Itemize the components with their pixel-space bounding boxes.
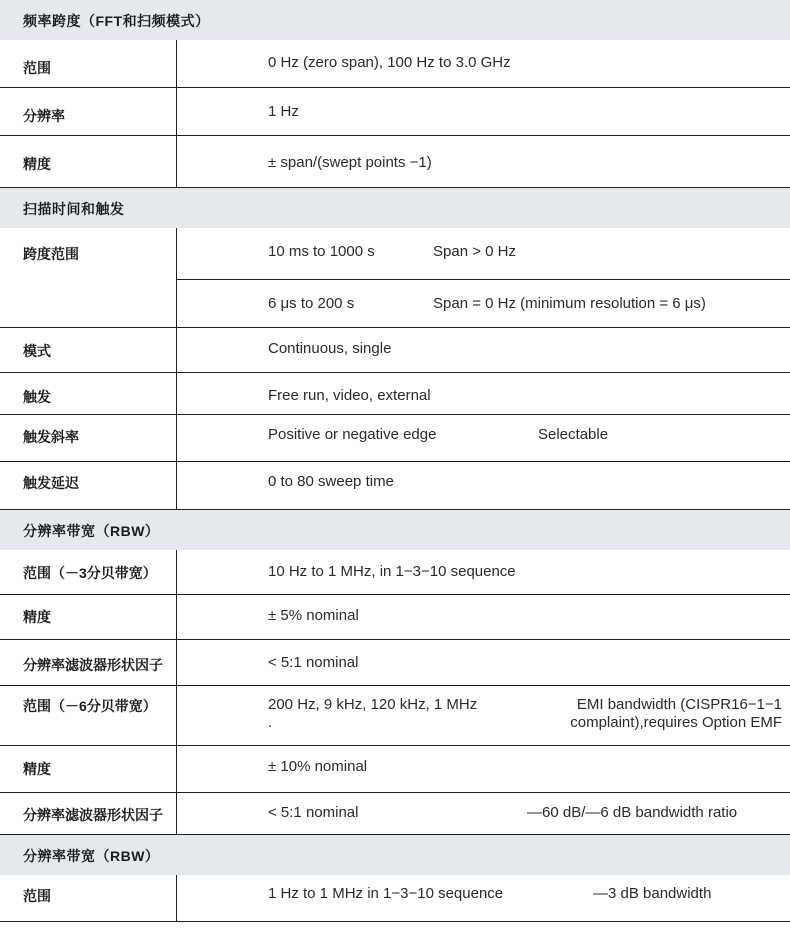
table-row [0, 328, 790, 373]
row-note [542, 696, 782, 732]
row-label-cell [0, 550, 177, 594]
row-label-cell [0, 88, 177, 135]
table-row [0, 595, 790, 640]
section-header-rbw-2 [0, 835, 790, 875]
row-value: 1 Hz to 1 MHz in 1−3−10 sequence [268, 885, 504, 902]
table-row [0, 462, 790, 510]
row-note-line: EMI bandwidth (CISPR16−1−1 [576, 696, 782, 713]
table-row [0, 228, 790, 328]
row-label: 精度 [23, 761, 51, 777]
row-label: 范围 [23, 60, 51, 76]
row-value: < 5:1 nominal [268, 654, 359, 671]
row-value: 10 Hz to 1 MHz, in 1−3−10 sequence [268, 563, 516, 580]
section-header-frequency-span [0, 0, 790, 40]
section-header-sweep-time [0, 188, 790, 228]
row-value: Continuous, single [268, 340, 392, 357]
row-label: 范围 [23, 888, 51, 904]
row-note-line: complaint),requires Option EMF [570, 714, 782, 731]
row-value: 0 Hz (zero span), 100 Hz to 3.0 GHz [268, 54, 511, 71]
row-label-cell [0, 228, 177, 327]
row-label-cell [0, 373, 177, 414]
row-divider [177, 279, 790, 280]
table-row [0, 875, 790, 922]
row-note: —60 dB/—6 dB bandwidth ratio [527, 804, 738, 821]
row-label: 分辨率 [23, 108, 65, 124]
row-label: 触发 [23, 389, 51, 405]
table-row [0, 793, 790, 835]
row-value: Positive or negative edge [268, 426, 437, 443]
section-title: 分辨率带宽（RBW） [23, 523, 160, 539]
row-note: —3 dB bandwidth [593, 885, 712, 902]
table-row [0, 686, 790, 746]
row-value [268, 696, 508, 732]
table-row [0, 640, 790, 686]
row-value: 10 ms to 1000 s [268, 243, 375, 260]
table-row [0, 746, 790, 793]
row-value: ± 10% nominal [268, 758, 368, 775]
row-label-cell [0, 415, 177, 461]
row-value-line: . [268, 714, 273, 731]
table-row [0, 550, 790, 595]
section-title: 扫描时间和触发 [23, 201, 125, 217]
table-row [0, 88, 790, 136]
row-label: 分辨率滤波器形状因子 [23, 807, 163, 823]
section-title: 分辨率带宽（RBW） [23, 848, 160, 864]
row-label: 触发斜率 [23, 429, 79, 445]
row-label: 跨度范围 [23, 246, 79, 262]
row-label: 范围（－3分贝带宽） [23, 565, 157, 581]
section-title: 频率跨度（FFT和扫频模式） [23, 13, 210, 29]
row-label-cell [0, 462, 177, 509]
row-label: 触发延迟 [23, 475, 79, 491]
row-value: ± span/(swept points −1) [268, 154, 432, 171]
table-row [0, 415, 790, 462]
table-row [0, 373, 790, 415]
row-label-cell [0, 328, 177, 372]
row-label: 分辨率滤波器形状因子 [23, 657, 163, 673]
row-label-cell [0, 875, 177, 921]
row-value: 0 to 80 sweep time [268, 473, 394, 490]
row-label-cell [0, 793, 177, 834]
row-label: 精度 [23, 609, 51, 625]
row-note: Span > 0 Hz [433, 243, 516, 260]
section-header-rbw [0, 510, 790, 550]
row-label: 精度 [23, 156, 51, 172]
row-value: ± 5% nominal [268, 607, 359, 624]
row-note: Selectable [538, 426, 609, 443]
row-label-cell [0, 40, 177, 87]
row-label-cell [0, 640, 177, 685]
row-label-cell [0, 136, 177, 187]
row-value-line: 200 Hz, 9 kHz, 120 kHz, 1 MHz [268, 696, 478, 713]
table-row [0, 40, 790, 88]
row-value: 6 μs to 200 s [268, 295, 355, 312]
row-label-cell [0, 746, 177, 792]
row-value: < 5:1 nominal [268, 804, 359, 821]
row-label-cell [0, 595, 177, 639]
row-value: Free run, video, external [268, 387, 431, 404]
table-row [0, 136, 790, 188]
row-label-cell [0, 686, 177, 745]
row-label: 范围（－6分贝带宽） [23, 698, 157, 714]
row-value: 1 Hz [268, 103, 299, 120]
row-label: 模式 [23, 343, 51, 359]
row-note: Span = 0 Hz (minimum resolution = 6 μs) [433, 295, 706, 312]
